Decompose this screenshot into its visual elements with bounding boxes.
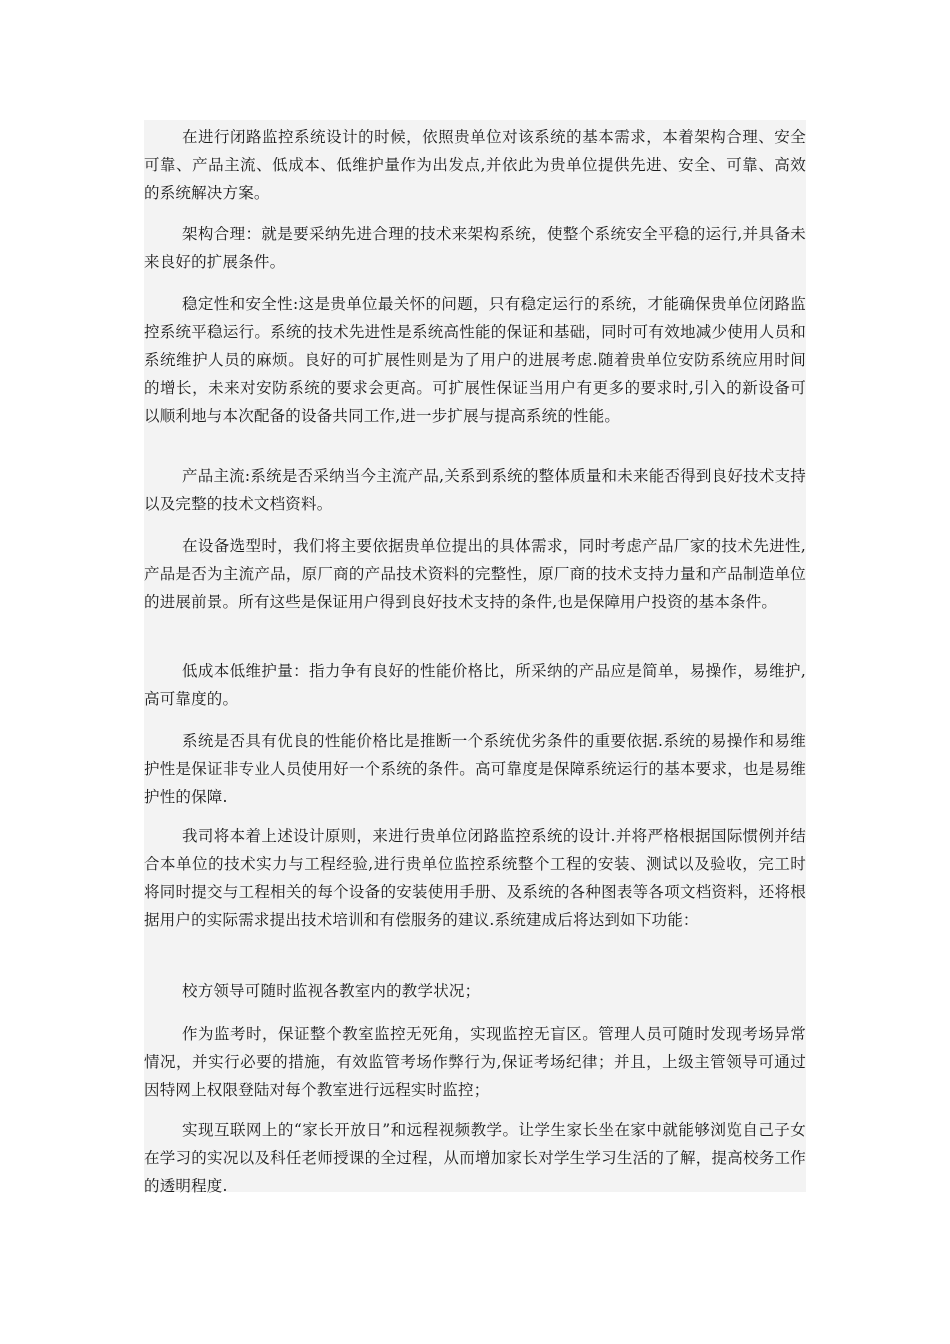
paragraph-architecture: 架构合理：就是要采纳先进合理的技术来架构系统，使整个系统安全平稳的运行,并具备未来良好的扩展条件。	[144, 225, 806, 271]
paragraph-feature-exam: 作为监考时，保证整个教室监控无死角，实现监控无盲区。管理人员可随时发现考场异常情况，并实行必要的措施，有效监管考场作弊行为,保证考场纪律；并且，上级主管领导可通过因特网上权限登陆对每个教室进行远程实时监控；	[144, 1025, 806, 1099]
paragraph-mainstream: 产品主流:系统是否采纳当今主流产品,关系到系统的整体质量和未来能否得到良好技术支持以及完整的技术文档资料。	[144, 467, 806, 513]
paragraph-design-principle: 我司将本着上述设计原则，来进行贵单位闭路监控系统的设计.并将严格根据国际惯例并结合本单位的技术实力与工程经验,进行贵单位监控系统整个工程的安装、测试以及验收，完工时将同时提交与工程相关的每个设备的安装使用手册、及系统的各种图表等各项文档资料，还将根据用户的实际需求提出技术培训和有偿服务的建议.系统建成后将达到如下功能：	[144, 827, 806, 929]
paragraph-stability: 稳定性和安全性:这是贵单位最关怀的问题，只有稳定运行的系统，才能确保贵单位闭路监控系统平稳运行。系统的技术先进性是系统高性能的保证和基础，同时可有效地减少使用人员和系统维护人员的麻烦。良好的可扩展性则是为了用户的进展考虑.随着贵单位安防系统应用时间的增长，未来对安防系统的要求会更高。可扩展性保证当用户有更多的要求时,引入的新设备可以顺利地与本次配备的设备共同工作,进一步扩展与提高系统的性能。	[144, 295, 806, 425]
paragraph-design-basis: 在进行闭路监控系统设计的时候，依照贵单位对该系统的基本需求，本着架构合理、安全可靠、产品主流、低成本、低维护量作为出发点,并依此为贵单位提供先进、安全、可靠、高效的系统解决方案。	[144, 128, 806, 202]
paragraph-price-performance: 系统是否具有优良的性能价格比是推断一个系统优劣条件的重要依据.系统的易操作和易维护性是保证非专业人员使用好一个系统的条件。高可靠度是保障系统运行的基本要求，也是易维护性的保障.	[144, 732, 806, 806]
paragraph-equipment-select: 在设备选型时，我们将主要依据贵单位提出的具体需求，同时考虑产品厂家的技术先进性,产品是否为主流产品，原厂商的产品技术资料的完整性，原厂商的技术支持力量和产品制造单位的进展前景。所有这些是保证用户得到良好技术支持的条件,也是保障用户投资的基本条件。	[144, 537, 806, 611]
document-page	[144, 120, 806, 1195]
paragraph-low-cost: 低成本低维护量：指力争有良好的性能价格比，所采纳的产品应是简单，易操作，易维护,高可靠度的。	[144, 662, 806, 708]
paragraph-feature-parents: 实现互联网上的“家长开放日”和远程视频教学。让学生家长坐在家中就能够浏览自己子女在学习的实况以及科任老师授课的全过程，从而增加家长对学生学习生活的了解，提高校务工作的透明程度.	[144, 1121, 806, 1195]
paragraph-feature-monitor: 校方领导可随时监视各教室内的教学状况；	[182, 982, 481, 1000]
